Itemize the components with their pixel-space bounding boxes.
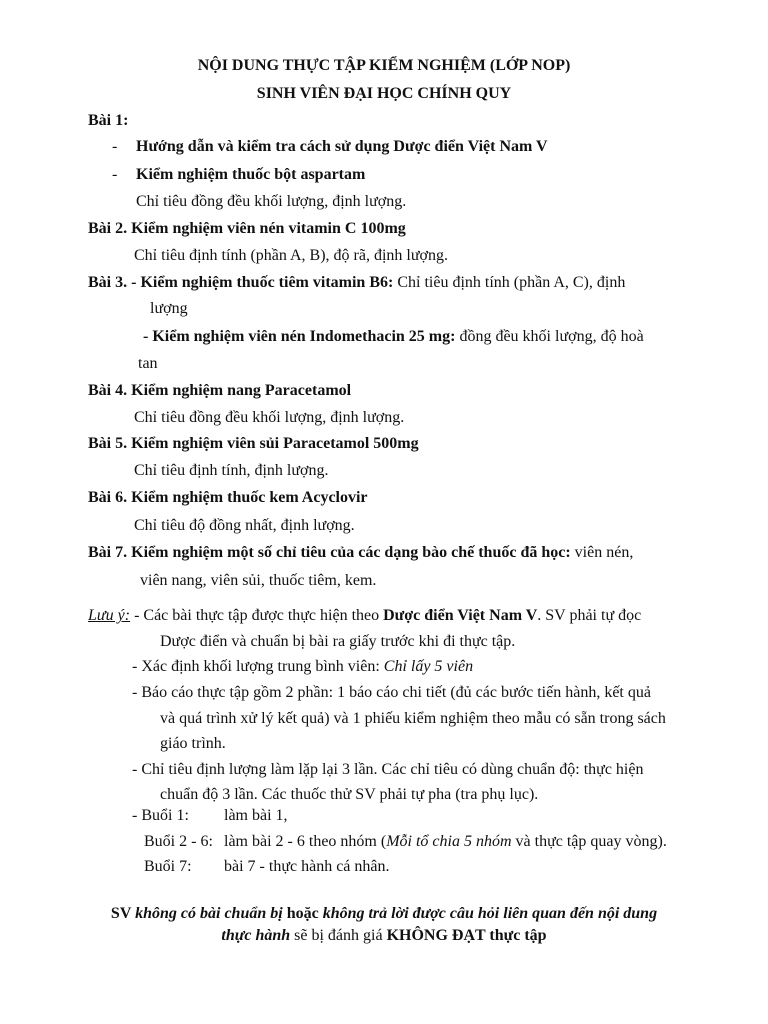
bai3-item-1: Bài 3. - Kiểm nghiệm thuốc tiêm vitamin B6: Chỉ tiêu định tính (phần A, C), định xyxy=(88,274,626,291)
bai6-heading: Bài 6. Kiểm nghiệm thuốc kem Acyclovir xyxy=(88,489,368,506)
document-subtitle: SINH VIÊN ĐẠI HỌC CHÍNH QUY xyxy=(256,85,512,102)
bai7-cont: viên nang, viên sủi, thuốc tiêm, kem. xyxy=(140,572,377,589)
bai3-item-2: - Kiểm nghiệm viên nén Indomethacin 25 mg: đồng đều khối lượng, độ hoà xyxy=(143,328,644,345)
session-1-text: làm bài 1, xyxy=(224,807,288,824)
session-1-label: - Buổi 1: xyxy=(132,807,189,824)
bai2-detail: Chỉ tiêu định tính (phần A, B), độ rã, định lượng. xyxy=(134,247,448,264)
bai1-dash-1: - xyxy=(112,138,118,155)
note-line-3: - Xác định khối lượng trung bình viên: Chỉ lấy 5 viên xyxy=(132,658,474,675)
note-label: Lưu ý: xyxy=(88,607,131,624)
bai4-detail: Chỉ tiêu đồng đều khối lượng, định lượng. xyxy=(134,409,405,426)
note-line-1: Lưu ý: - Các bài thực tập được thực hiện theo Dược điển Việt Nam V. SV phải tự đọc xyxy=(88,607,642,624)
bai3-item-2-cont: tan xyxy=(138,355,158,372)
bai4-heading: Bài 4. Kiểm nghiệm nang Paracetamol xyxy=(88,382,352,399)
note-line-2: Dược điển và chuẩn bị bài ra giấy trước khi đi thực tập. xyxy=(160,633,516,650)
bai1-item-2: Kiểm nghiệm thuốc bột aspartam xyxy=(136,166,366,183)
bai1-heading: Bài 1: xyxy=(88,112,129,129)
note-line-7: - Chỉ tiêu định lượng làm lặp lại 3 lần. Các chỉ tiêu có dùng chuẩn độ: thực hiện xyxy=(132,761,644,778)
bai1-item-1: Hướng dẫn và kiểm tra cách sử dụng Dược điển Việt Nam V xyxy=(136,138,548,155)
note-line-5: và quá trình xử lý kết quả) và 1 phiếu kiểm nghiệm theo mẫu có sẵn trong sách xyxy=(160,710,666,727)
session-2-label: Buổi 2 - 6: xyxy=(144,833,213,850)
footer-warning-line-2: thực hành sẽ bị đánh giá KHÔNG ĐẠT thực tập xyxy=(221,927,547,944)
bai1-item-2-detail: Chỉ tiêu đồng đều khối lượng, định lượng. xyxy=(136,193,407,210)
footer-warning-line-1: SV không có bài chuẩn bị hoặc không trả lời được câu hỏi liên quan đến nội dung xyxy=(110,905,658,922)
session-7-text: bài 7 - thực hành cá nhân. xyxy=(224,858,390,875)
document-title: NỘI DUNG THỰC TẬP KIỂM NGHIỆM (LỚP NOP) xyxy=(197,57,571,74)
bai6-detail: Chỉ tiêu độ đồng nhất, định lượng. xyxy=(134,517,355,534)
bai1-dash-2: - xyxy=(112,166,118,183)
bai3-item-1-cont: lượng xyxy=(150,300,188,317)
session-2-text: làm bài 2 - 6 theo nhóm (Mỗi tổ chia 5 nhóm và thực tập quay vòng). xyxy=(224,833,667,850)
note-line-8: chuẩn độ 3 lần. Các thuốc thử SV phải tự pha (tra phụ lục). xyxy=(160,786,539,803)
session-7-label: Buổi 7: xyxy=(144,858,192,875)
bai5-heading: Bài 5. Kiểm nghiệm viên sủi Paracetamol 500mg xyxy=(88,435,419,452)
bai5-detail: Chỉ tiêu định tính, định lượng. xyxy=(134,462,329,479)
bai7-heading: Bài 7. Kiểm nghiệm một số chỉ tiêu của các dạng bào chế thuốc đã học: viên nén, xyxy=(88,544,634,561)
note-line-6: giáo trình. xyxy=(160,735,226,752)
note-line-4: - Báo cáo thực tập gồm 2 phần: 1 báo cáo chi tiết (đủ các bước tiến hành, kết quả xyxy=(132,684,651,701)
bai2-heading: Bài 2. Kiểm nghiệm viên nén vitamin C 100mg xyxy=(88,220,406,237)
